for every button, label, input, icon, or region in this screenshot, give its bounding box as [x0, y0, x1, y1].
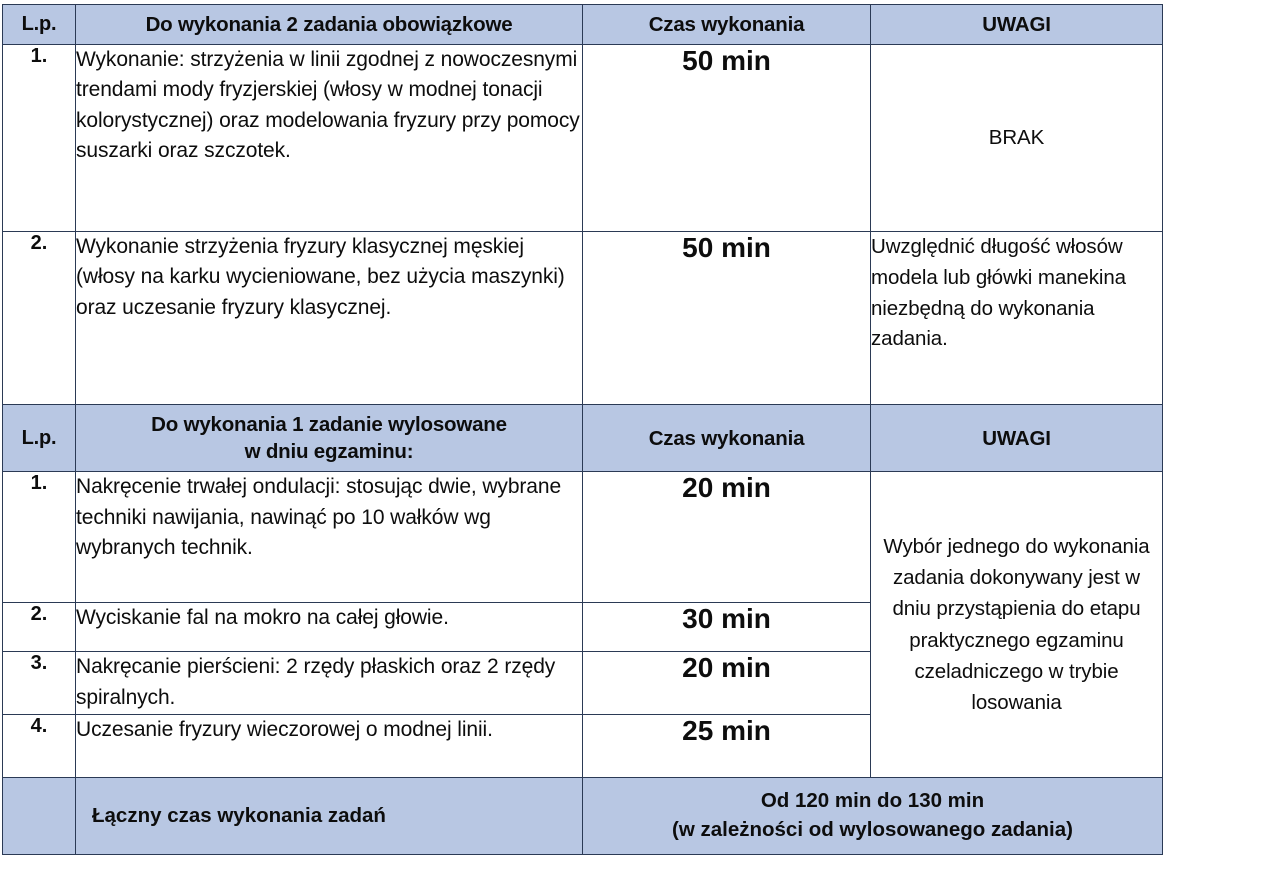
- task-description: Wykonanie strzyżenia fryzury klasycznej męskiej (włosy na karku wycieniowane, bez użycia maszynki) oraz uczesanie fryzury klasycznej.: [76, 232, 583, 405]
- summary-label: Łączny czas wykonania zadań: [76, 778, 583, 855]
- summary-empty-cell: [3, 778, 76, 855]
- row-index: 1.: [3, 45, 76, 232]
- header-cell-random-task: [76, 405, 583, 472]
- task-description: Uczesanie fryzury wieczorowej o modnej linii.: [76, 715, 583, 778]
- summary-value: [583, 778, 1163, 855]
- task-note: BRAK: [871, 45, 1163, 232]
- task-description: Wykonanie: strzyżenia w linii zgodnej z nowoczesnymi trendami mody fryzjerskiej (włosy w modnej tonacji kolorystycznej) oraz modelowania fryzury przy pomocy suszarki oraz szczotek.: [76, 45, 583, 232]
- row-index: 3.: [3, 652, 76, 715]
- table-header-row-obligatory: [3, 5, 1163, 45]
- header-random-line-1: Do wykonania 1 zadanie wylosowane: [151, 413, 507, 437]
- header-random-line-2: w dniu egzaminu:: [244, 440, 414, 464]
- row-index: 2.: [3, 603, 76, 652]
- header-cell-lp: L.p.: [3, 405, 76, 472]
- task-description: Nakręcanie pierścieni: 2 rzędy płaskich oraz 2 rzędy spiralnych.: [76, 652, 583, 715]
- table-row: [3, 232, 1163, 405]
- header-cell-obligatory-tasks: Do wykonania 2 zadania obowiązkowe: [76, 5, 583, 45]
- task-duration: 20 min: [583, 472, 871, 603]
- header-cell-time: Czas wykonania: [583, 405, 871, 472]
- table-row: [3, 45, 1163, 232]
- row-index: 2.: [3, 232, 76, 405]
- task-description: Wyciskanie fal na mokro na całej głowie.: [76, 603, 583, 652]
- header-cell-lp: L.p.: [3, 5, 76, 45]
- table-summary-row: [3, 778, 1163, 855]
- task-note: Uwzględnić długość włosów modela lub główki manekina niezbędną do wykonania zadania.: [871, 232, 1163, 405]
- summary-value-line-1: Od 120 min do 130 min: [760, 789, 985, 813]
- task-description: Nakręcenie trwałej ondulacji: stosując dwie, wybrane techniki nawijania, nawinąć po 10 wałków wg wybranych technik.: [76, 472, 583, 603]
- row-index: 4.: [3, 715, 76, 778]
- task-duration: 50 min: [583, 232, 871, 405]
- row-index: 1.: [3, 472, 76, 603]
- header-cell-notes: UWAGI: [871, 405, 1163, 472]
- table-row: [3, 472, 1163, 603]
- header-cell-time: Czas wykonania: [583, 5, 871, 45]
- summary-value-line-2: (w zależności od wylosowanego zadania): [672, 818, 1073, 842]
- random-task-note-merged: Wybór jednego do wykonania zadania dokonywany jest w dniu przystąpienia do etapu praktycznego egzaminu czeladniczego w trybie losowania: [871, 472, 1163, 778]
- exam-requirements-table: [2, 4, 1163, 855]
- task-duration: 20 min: [583, 652, 871, 715]
- header-cell-notes: UWAGI: [871, 5, 1163, 45]
- table-header-row-random: [3, 405, 1163, 472]
- task-duration: 50 min: [583, 45, 871, 232]
- task-duration: 25 min: [583, 715, 871, 778]
- task-duration: 30 min: [583, 603, 871, 652]
